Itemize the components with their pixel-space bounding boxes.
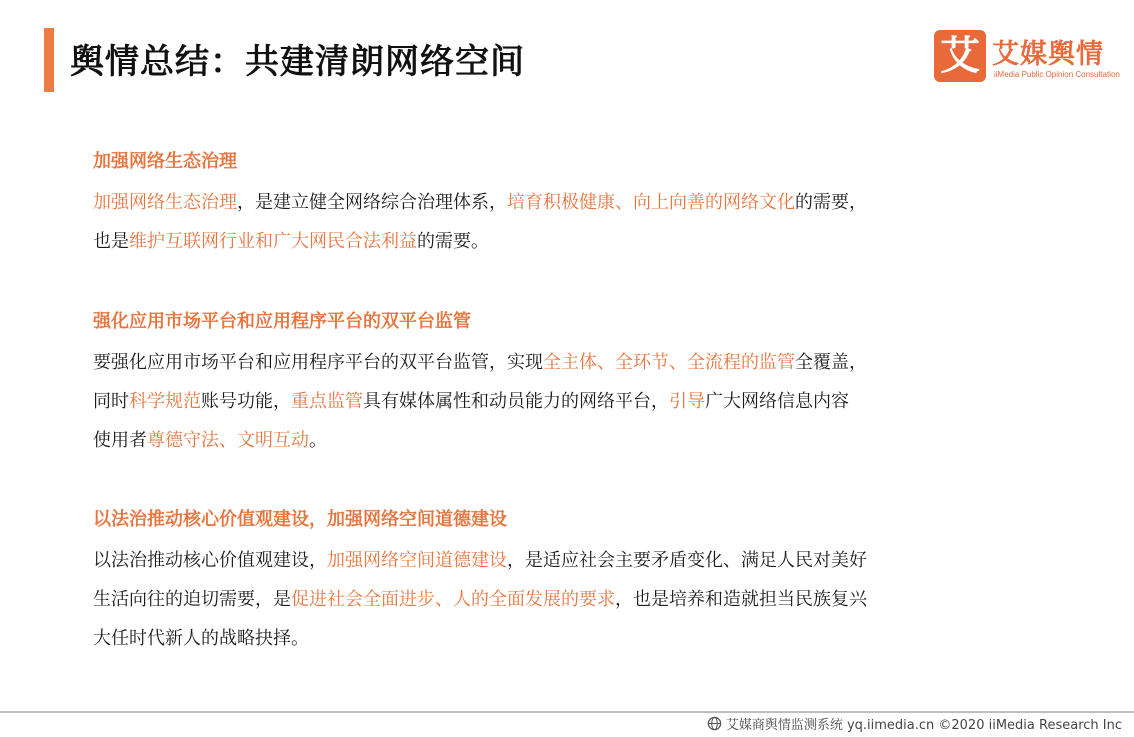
paragraph-line — [93, 382, 1033, 421]
paragraph-line — [93, 541, 1033, 580]
body-text: 生活向往的迫切需要，是 — [93, 589, 291, 610]
logo-name: 艾媒舆情 — [992, 39, 1104, 70]
body-text: 以法治推动核心价值观建设， — [93, 550, 327, 571]
paragraph-line — [93, 421, 1033, 460]
body-text: 全覆盖， — [795, 352, 867, 373]
highlight-text: 重点监管 — [291, 391, 363, 412]
section-body — [93, 183, 1033, 261]
section-body — [93, 541, 1033, 658]
body-text: 的需要， — [795, 192, 867, 213]
globe-icon — [707, 716, 722, 731]
highlight-text: 培育积极健康、向上向善的网络文化 — [507, 192, 795, 213]
body-text: 使用者 — [93, 430, 147, 451]
body-text: 具有媒体属性和动员能力的网络平台， — [363, 391, 669, 412]
body-text: 要强化应用市场平台和应用程序平台的双平台监管，实现 — [93, 352, 543, 373]
body-text: 的需要。 — [417, 231, 489, 252]
section-body — [93, 343, 1033, 460]
paragraph-line — [93, 343, 1033, 382]
body-text: 大任时代新人的战略抉择。 — [93, 628, 309, 649]
body-text: ，也是培养和造就担当民族复兴 — [615, 589, 867, 610]
footer-divider — [0, 711, 1134, 713]
body-text: 广大网络信息内容 — [705, 391, 849, 412]
body-text: ，是适应社会主要矛盾变化、满足人民对美好 — [507, 550, 867, 571]
highlight-text: 促进社会全面进步、人的全面发展的要求 — [291, 589, 615, 610]
section-platform-regulation — [93, 307, 1033, 460]
section-heading: 强化应用市场平台和应用程序平台的双平台监管 — [93, 311, 471, 332]
highlight-text: 尊德守法、文明互动 — [147, 430, 309, 451]
highlight-text: 加强网络空间道德建设 — [327, 550, 507, 571]
logo-subtitle: iiMedia Public Opinion Consultation — [994, 70, 1120, 79]
body-text: 也是 — [93, 231, 129, 252]
section-ecology — [93, 147, 1033, 261]
body-text: ，是建立健全网络综合治理体系， — [237, 192, 507, 213]
section-heading: 以法治推动核心价值观建设，加强网络空间道德建设 — [93, 509, 507, 530]
page-title: 舆情总结：共建清朗网络空间 — [70, 42, 525, 82]
paragraph-line — [93, 183, 1033, 222]
footer-text: 艾媒商舆情监测系统 yq.iimedia.cn ©2020 iiMedia Research Inc — [725, 718, 1122, 733]
body-text: 同时 — [93, 391, 129, 412]
paragraph-line — [93, 222, 1033, 261]
highlight-text: 维护互联网行业和广大网民合法利益 — [129, 231, 417, 252]
section-rule-of-law — [93, 505, 1033, 658]
footer — [707, 714, 1122, 733]
title-accent-bar — [44, 28, 54, 92]
section-heading: 加强网络生态治理 — [93, 151, 237, 172]
body-text: 。 — [309, 430, 327, 451]
highlight-text: 加强网络生态治理 — [93, 192, 237, 213]
paragraph-line — [93, 619, 1033, 658]
highlight-text: 科学规范 — [129, 391, 201, 412]
highlight-text: 引导 — [669, 391, 705, 412]
logo-mark-icon: 艾 — [934, 30, 986, 82]
paragraph-line — [93, 580, 1033, 619]
body-text: 账号功能， — [201, 391, 291, 412]
highlight-text: 全主体、全环节、全流程的监管 — [543, 352, 795, 373]
